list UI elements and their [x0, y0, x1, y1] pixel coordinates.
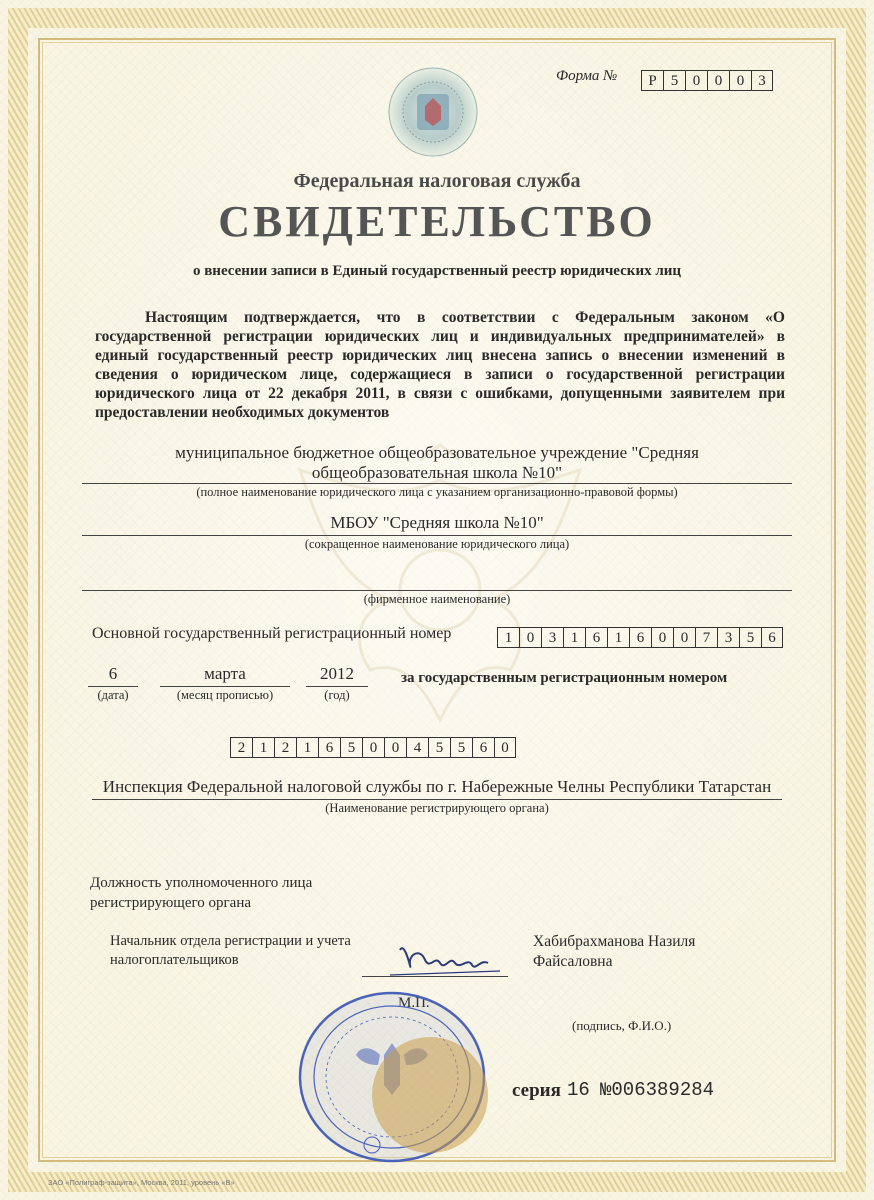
- date-year-caption: (год): [324, 688, 350, 702]
- date-day-caption: (дата): [97, 688, 129, 702]
- grn-cell: 0: [384, 737, 406, 758]
- ogrn-cell: 3: [717, 627, 739, 648]
- official-name: Хабибрахманова Назиля Файсаловна: [533, 933, 696, 970]
- ogrn-cell: 0: [519, 627, 541, 648]
- signature-underline: [362, 976, 508, 977]
- ogrn-cell: 6: [761, 627, 783, 648]
- ogrn-cell: 1: [607, 627, 629, 648]
- authority-underline: [92, 799, 782, 800]
- form-cell: 5: [663, 70, 685, 91]
- series-number: 16: [567, 1079, 590, 1101]
- agency-name: Федеральная налоговая служба: [293, 170, 581, 192]
- date-month: марта: [204, 664, 246, 683]
- ogrn-cell: 1: [497, 627, 519, 648]
- authority-caption: (Наименование регистрирующего органа): [325, 801, 549, 815]
- ogrn-cells: [497, 627, 783, 648]
- date-year-underline: [306, 686, 368, 687]
- form-cell: 0: [707, 70, 729, 91]
- full-name-line2: общеобразовательная школа №10": [311, 463, 563, 482]
- ogrn-label: Основной государственный регистрационный номер: [92, 625, 452, 642]
- ogrn-cell: 6: [629, 627, 651, 648]
- form-cell: 0: [685, 70, 707, 91]
- form-cell: 0: [729, 70, 751, 91]
- short-name-underline: [82, 535, 792, 536]
- grn-cell: 5: [340, 737, 362, 758]
- firm-name-underline: [82, 590, 792, 591]
- grn-cell: 0: [362, 737, 384, 758]
- grn-cell: 4: [406, 737, 428, 758]
- official-position-label: Должность уполномоченного лица регистрирующего органа: [90, 875, 313, 911]
- ogrn-cell: 7: [695, 627, 717, 648]
- grn-cell: 1: [252, 737, 274, 758]
- ogrn-cell: 0: [673, 627, 695, 648]
- ogrn-cell: 6: [585, 627, 607, 648]
- grn-cell: 5: [450, 737, 472, 758]
- form-cell: 3: [751, 70, 773, 91]
- document-subtitle: о внесении записи в Единый государственный реестр юридических лиц: [192, 263, 682, 279]
- ogrn-cell: 5: [739, 627, 761, 648]
- official-stamp-icon: [290, 985, 500, 1170]
- form-cell: Р: [641, 70, 663, 91]
- serial-number: №006389284: [600, 1079, 715, 1101]
- document-title: СВИДЕТЕЛЬСТВО: [218, 197, 656, 246]
- ogrn-cell: 0: [651, 627, 673, 648]
- date-day: 6: [108, 664, 118, 683]
- registration-number-label: за государственным регистрационным номером: [401, 670, 728, 686]
- date-month-underline: [160, 686, 290, 687]
- official-role: Начальник отдела регистрации и учета налогоплательщиков: [110, 933, 351, 968]
- grn-cell: 5: [428, 737, 450, 758]
- grn-cell: 0: [494, 737, 516, 758]
- short-name-value: МБОУ "Средняя школа №10": [330, 513, 544, 532]
- full-name-caption: (полное наименование юридического лица с указанием организационно-правовой формы): [196, 485, 678, 499]
- authority-value: Инспекция Федеральной налоговой службы по г. Набережные Челны Республики Татарстан: [102, 777, 772, 796]
- grn-cell: 2: [230, 737, 252, 758]
- grn-cells: [230, 737, 516, 758]
- hologram-emblem-icon: [387, 66, 479, 158]
- signature-caption: (подпись, Ф.И.О.): [572, 1018, 672, 1033]
- firm-name-caption: (фирменное наименование): [363, 592, 511, 606]
- grn-cell: 2: [274, 737, 296, 758]
- short-name-caption: (сокращенное наименование юридического лица): [304, 537, 570, 551]
- handwritten-signature-icon: [380, 935, 510, 985]
- ogrn-cell: 1: [563, 627, 585, 648]
- full-name-underline: [82, 483, 792, 484]
- date-month-caption: (месяц прописью): [176, 688, 274, 702]
- grn-cell: 6: [472, 737, 494, 758]
- date-day-underline: [88, 686, 138, 687]
- grn-cell: 6: [318, 737, 340, 758]
- form-number-cells: [641, 70, 773, 91]
- date-year: 2012: [320, 664, 354, 683]
- form-number-label: Форма №: [556, 68, 618, 84]
- ogrn-cell: 3: [541, 627, 563, 648]
- full-name-line1: муниципальное бюджетное общеобразовательное учреждение "Средняя: [175, 443, 699, 462]
- grn-cell: 1: [296, 737, 318, 758]
- certification-text: Настоящим подтверждается, что в соответствии с Федеральным законом «О государственной регистрации юридических лиц и индивидуальных предпринимателей» в единый государственный реестр юридических лиц внесена запись о внесении изменений в сведения о юридическом лице, содержащиеся в записи о государственной регистрации юридического лица от 22 декабря 2011, в связи с ошибками, допущенными заявителем при предоставлении необходимых документов: [95, 309, 785, 421]
- series-label: серия: [512, 1080, 561, 1101]
- printer-footer: ЗАО «Полиграф-защита», Москва, 2011, уровень «В»: [48, 1178, 235, 1187]
